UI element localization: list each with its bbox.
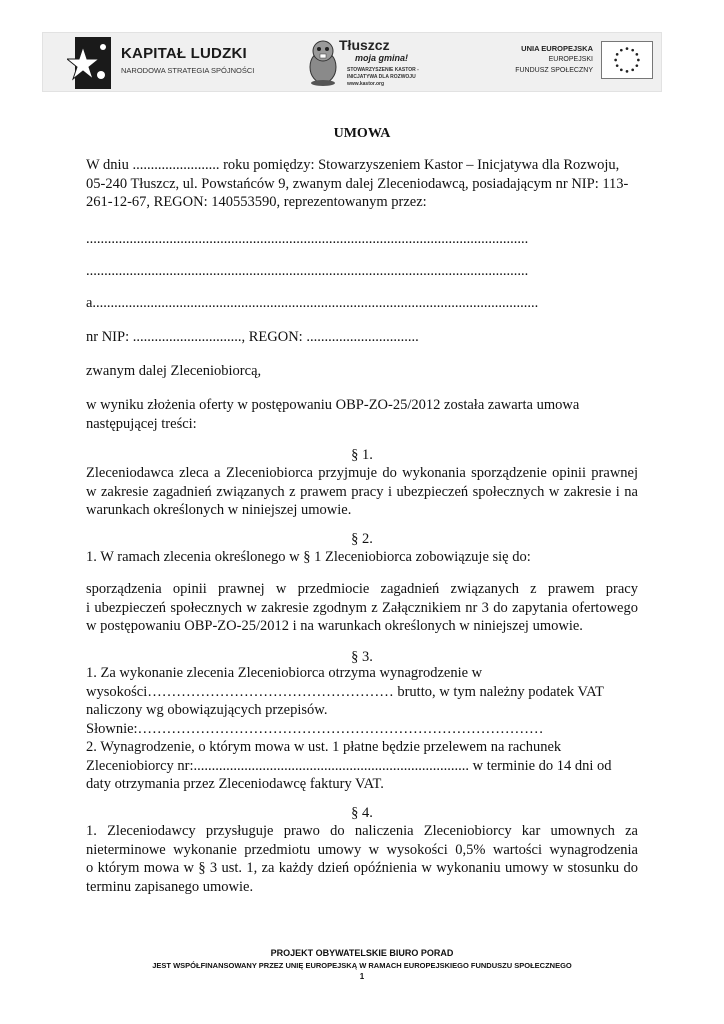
section-4-line: o którym mowa w § 3 ust. 1, za każdy dzień opóźnienia w wykonaniu umowy w stosunku do (86, 860, 638, 877)
section-1-line: Zleceniodawca zleca a Zleceniobiorca przyjmuje do wykonania sporządzenie opinii prawnej (86, 465, 638, 481)
section-1-text (86, 464, 638, 520)
page-number: 1 (359, 972, 365, 981)
section-1-line: warunkach określonych w niniejszej umowie. (86, 502, 352, 519)
section-2-point-1 (86, 548, 638, 567)
kapital-ludzki-subtitle: NARODOWA STRATEGIA SPÓJNOŚCI (121, 66, 255, 75)
contractor-definition (86, 362, 638, 381)
section-3-line: Słownie:………………………………………………………………………… (86, 720, 544, 737)
eu-flag-icon (601, 41, 653, 79)
nip-regon-text: nr NIP: .............................., REGON: ............................... (86, 329, 419, 345)
tluszcz-slogan: moja gmina! (355, 53, 409, 63)
section-3-line: 2. Wynagrodzenie, o którym mowa w ust. 1 płatne będzie przelewem na rachunek (86, 739, 562, 755)
document-title: UMOWA (333, 126, 391, 141)
section-4-line: 1. Zleceniodawcy przysługuje prawo do naliczenia Zleceniobiorcy kar umownych za (86, 823, 638, 839)
nip-regon-line (86, 328, 638, 347)
eu-title: UNIA EUROPEJSKA (521, 44, 593, 53)
offer-line: następującej treści: (86, 415, 197, 432)
section-4-line: nieterminowe wykonanie przedmiotu umowy w wysokości 0,5% wartości wynagrodzenia (86, 841, 638, 858)
section-3-heading: § 3. (351, 649, 373, 665)
section-3-line: 1. Za wykonanie zlecenia Zleceniobiorca otrzyma wynagrodzenie w (86, 665, 483, 681)
section-2-line: i ubezpieczeń społecznych w zakresie zgodnym z Załącznikiem nr 3 do zapytania ofertowego (86, 599, 638, 616)
beaver-mascot-icon (303, 37, 343, 87)
footer-project-name: PROJEKT OBYWATELSKIE BIURO PORAD (270, 948, 454, 958)
tluszcz-initiative-line: INICJATYWA DLA ROZWOJU (347, 74, 416, 80)
eu-fund-line1: EUROPEJSKI (548, 56, 593, 63)
offer-line: w wyniku złożenia oferty w postępowaniu OBP-ZO-25/2012 została zawarta umowa (86, 397, 580, 413)
eu-logo-text (515, 43, 593, 76)
section-1-heading: § 1. (351, 447, 373, 463)
section-2-line: w postępowaniu OBP-ZO-25/2012 i na warunkach określonych w niniejszej umowie. (86, 618, 583, 635)
dotted-line: a........................................................................................................................... (86, 295, 539, 311)
intro-line: 261-12-67, REGON: 140553590, reprezentowanym przez: (86, 194, 427, 211)
section-2-heading: § 2. (351, 531, 373, 547)
kapital-ludzki-title: KAPITAŁ LUDZKI (121, 45, 247, 62)
tluszcz-website: www.kastor.org (347, 81, 385, 87)
section-4-line: terminu zapisanego umowie. (86, 878, 254, 895)
section-3-line: daty otrzymania przez Zleceniodawcę faktury VAT. (86, 776, 384, 793)
contractor-blank (86, 294, 638, 313)
section-2-text (86, 580, 638, 636)
section-1-line: w zakresie zagadnień związanych z prawem pracy i ubezpieczeń społecznych w zakresie i na (86, 483, 638, 500)
section-4-text (86, 822, 638, 896)
offer-paragraph (86, 396, 638, 433)
header-logo-bar (42, 32, 662, 92)
section-3-point-2 (86, 738, 638, 794)
dotted-line: .......................................................................................................................... (86, 263, 529, 279)
eu-logo (503, 39, 653, 87)
section-3-line: naliczony wg obowiązujących przepisów. (86, 702, 328, 719)
representative-blank-1 (86, 230, 638, 249)
footer-cofinancing-line: JEST WSPÓŁFINANSOWANY PRZEZ UNIĘ EUROPEJSKĄ W RAMACH EUROPEJSKIEGO FUNDUSZU SPOŁECZNEGO (152, 961, 572, 970)
section-2-line: sporządzenia opinii prawnej w przedmiocie zagadnień związanych z prawem pracy (86, 581, 638, 597)
tluszcz-title: Tłuszcz (339, 37, 390, 53)
contractor-text: zwanym dalej Zleceniobiorcą, (86, 363, 262, 379)
representative-blank-2 (86, 262, 638, 281)
section-3-line: wysokości…………………………………………… brutto, w tym należny podatek VAT (86, 683, 604, 700)
section-3-point-1 (86, 664, 638, 738)
dotted-line: .......................................................................................................................... (86, 231, 529, 247)
section-4-heading: § 4. (351, 805, 373, 821)
intro-paragraph (86, 156, 638, 212)
kapital-ludzki-star-icon (67, 37, 111, 89)
eu-fund-line2: FUNDUSZ SPOŁECZNY (515, 67, 593, 74)
intro-line: W dniu ........................ roku pomiędzy: Stowarzyszeniem Kastor – Inicjatywa dla Rozwoju, (86, 157, 620, 173)
section-3-line: Zleceniobiorcy nr:............................................................................ w terminie do 14 dni od (86, 757, 612, 774)
intro-line: 05-240 Tłuszcz, ul. Powstańców 9, zwanym dalej Zleceniodawcą, posiadającym nr NIP: 113- (86, 175, 629, 192)
section-2-point-1-text: 1. W ramach zlecenia określonego w § 1 Zleceniobiorca zobowiązuje się do: (86, 549, 531, 565)
kapital-ludzki-logo (63, 35, 283, 91)
tluszcz-logo (303, 35, 433, 91)
tluszcz-association-line: STOWARZYSZENIE KASTOR - (347, 67, 419, 73)
